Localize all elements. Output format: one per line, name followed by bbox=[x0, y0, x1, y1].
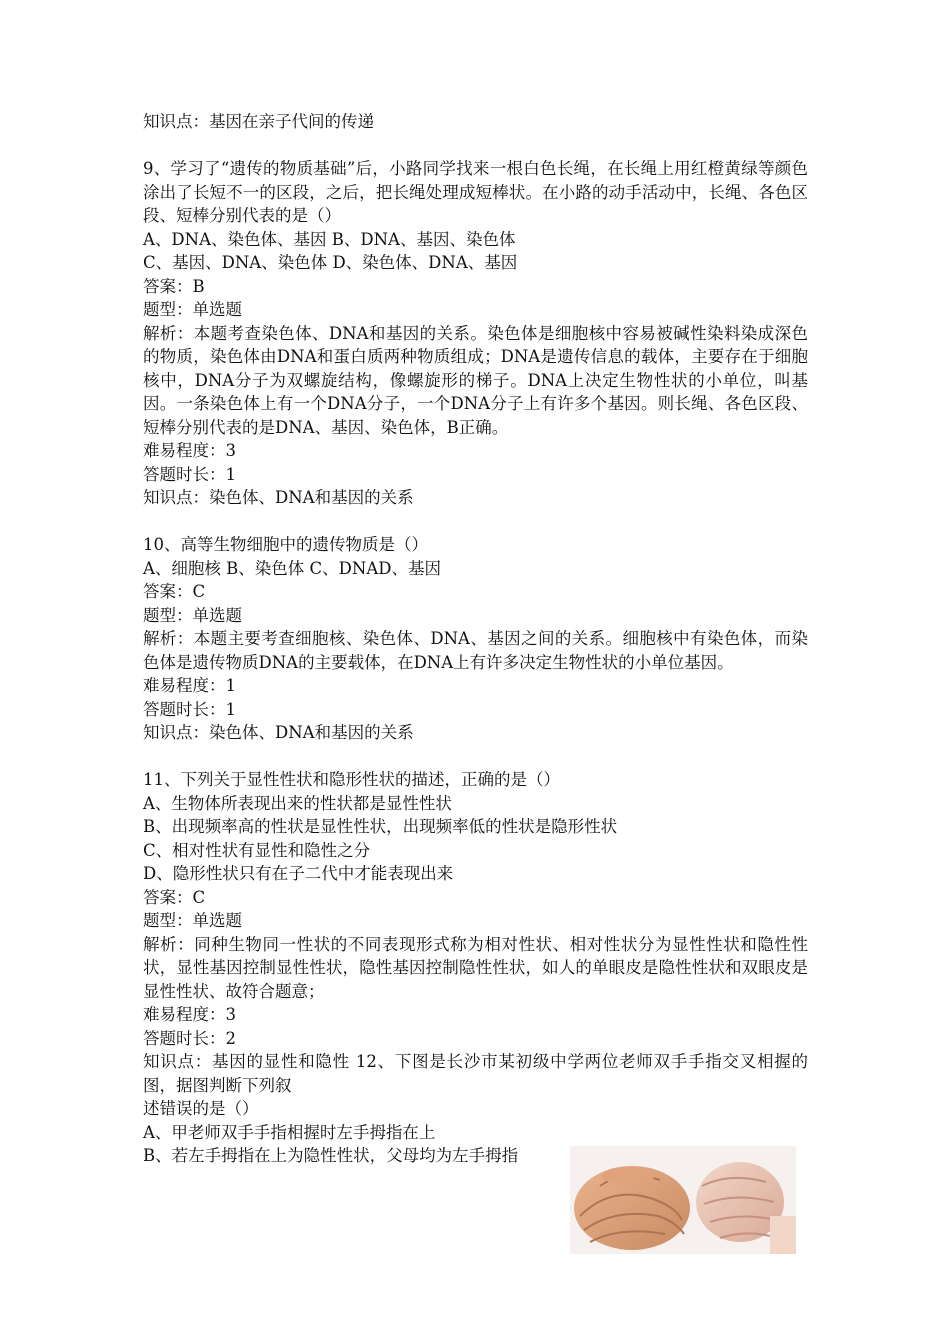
option-b: B、出现频率高的性状是显性性状，出现频率低的性状是隐形性状 bbox=[143, 817, 618, 836]
analysis: 解析：本题主要考查细胞核、染色体、DNA、基因之间的关系。细胞核中有染色体，而染色体是遗传物质DNA的主要载体，在DNA上有许多决定生物性状的小单位基因。 bbox=[143, 629, 808, 672]
option-a: A、甲老师双手手指相握时左手拇指在上 bbox=[143, 1122, 436, 1142]
question-options: A、细胞核 B、染色体 C、DNAD、基因 bbox=[143, 558, 441, 578]
hands-a bbox=[574, 1166, 690, 1250]
document-body bbox=[143, 110, 808, 1168]
option-c: C、相对性状有显性和隐性之分 bbox=[143, 840, 371, 860]
difficulty: 难易程度：3 bbox=[143, 441, 236, 460]
question-type: 题型：单选题 bbox=[143, 605, 242, 625]
hands-illustration bbox=[570, 1146, 796, 1254]
answer-time: 答题时长：2 bbox=[143, 1028, 236, 1048]
answer-time: 答题时长：1 bbox=[143, 699, 236, 719]
knowledge-point: 知识点：染色体、DNA和基因的关系 bbox=[143, 488, 414, 507]
question-10 bbox=[143, 533, 808, 745]
paragraph-gap bbox=[143, 745, 808, 769]
question-type: 题型：单选题 bbox=[143, 300, 242, 319]
option-b: B、若左手拇指在上为隐性性状，父母均为左手拇指 bbox=[143, 1146, 519, 1165]
knowledge-point: 知识点：染色体、DNA和基因的关系 bbox=[143, 723, 414, 742]
question-type: 题型：单选题 bbox=[143, 911, 242, 930]
option-a: A、生物体所表现出来的性状都是显性性状 bbox=[143, 793, 452, 813]
question-stem: 10、高等生物细胞中的遗传物质是（） bbox=[143, 535, 428, 554]
paragraph-gap bbox=[143, 134, 808, 158]
difficulty: 难易程度：3 bbox=[143, 1005, 236, 1024]
clasped-hands-photo bbox=[570, 1146, 796, 1254]
difficulty: 难易程度：1 bbox=[143, 676, 236, 695]
question-stem: 述错误的是（） bbox=[143, 1099, 259, 1118]
question-11 bbox=[143, 768, 808, 1097]
answer: 答案：B bbox=[143, 276, 205, 296]
question-options: A、DNA、染色体、基因 B、DNA、基因、染色体 bbox=[143, 229, 516, 249]
question-9 bbox=[143, 157, 808, 510]
knowledge-point: 知识点：基因在亲子代间的传递 bbox=[143, 112, 374, 131]
analysis: 解析：本题考查染色体、DNA和基因的关系。染色体是细胞核中容易被碱性染料染成深色的物质，染色体由DNA和蛋白质两种物质组成；DNA是遗传信息的载体，主要存在于细胞核中，DNA分子为双螺旋结构，像螺旋形的梯子。DNA上决定生物性状的小单位，叫基因。一条染色体上有一个DNA分子，一个DNA分子上有许多个基因。则长绳、各色区段、短棒分别代表的是DNA、基因、染色体，B正确。 bbox=[143, 323, 808, 437]
knowledge-point-and-question-12: 知识点：基因的显性和隐性 12、下图是长沙市某初级中学两位老师双手手指交叉相握的图，据图判断下列叙 bbox=[143, 1052, 808, 1095]
question-stem: 11、下列关于显性性状和隐形性状的描述，正确的是（） bbox=[143, 770, 560, 789]
option-d: D、隐形性状只有在子二代中才能表现出来 bbox=[143, 864, 454, 883]
paragraph-gap bbox=[143, 510, 808, 534]
answer-time: 答题时长：1 bbox=[143, 464, 236, 484]
answer: 答案：C bbox=[143, 887, 206, 907]
answer: 答案：C bbox=[143, 582, 206, 601]
analysis: 解析：同种生物同一性状的不同表现形式称为相对性状、相对性状分为显性性状和隐性性状，显性基因控制显性性状，隐性基因控制隐性性状，如人的单眼皮是隐性性状和双眼皮是显性性状、故符合题意； bbox=[143, 934, 808, 1001]
question-options: C、基因、DNA、染色体 D、染色体、DNA、基因 bbox=[143, 253, 518, 272]
question-stem: 9、学习了“遗传的物质基础”后，小路同学找来一根白色长绳，在长绳上用红橙黄绿等颜色涂出了长短不一的区段，之后，把长绳处理成短棒状。在小路的动手活动中，长绳、各色区段、短棒分别代表的是（） bbox=[143, 159, 808, 225]
